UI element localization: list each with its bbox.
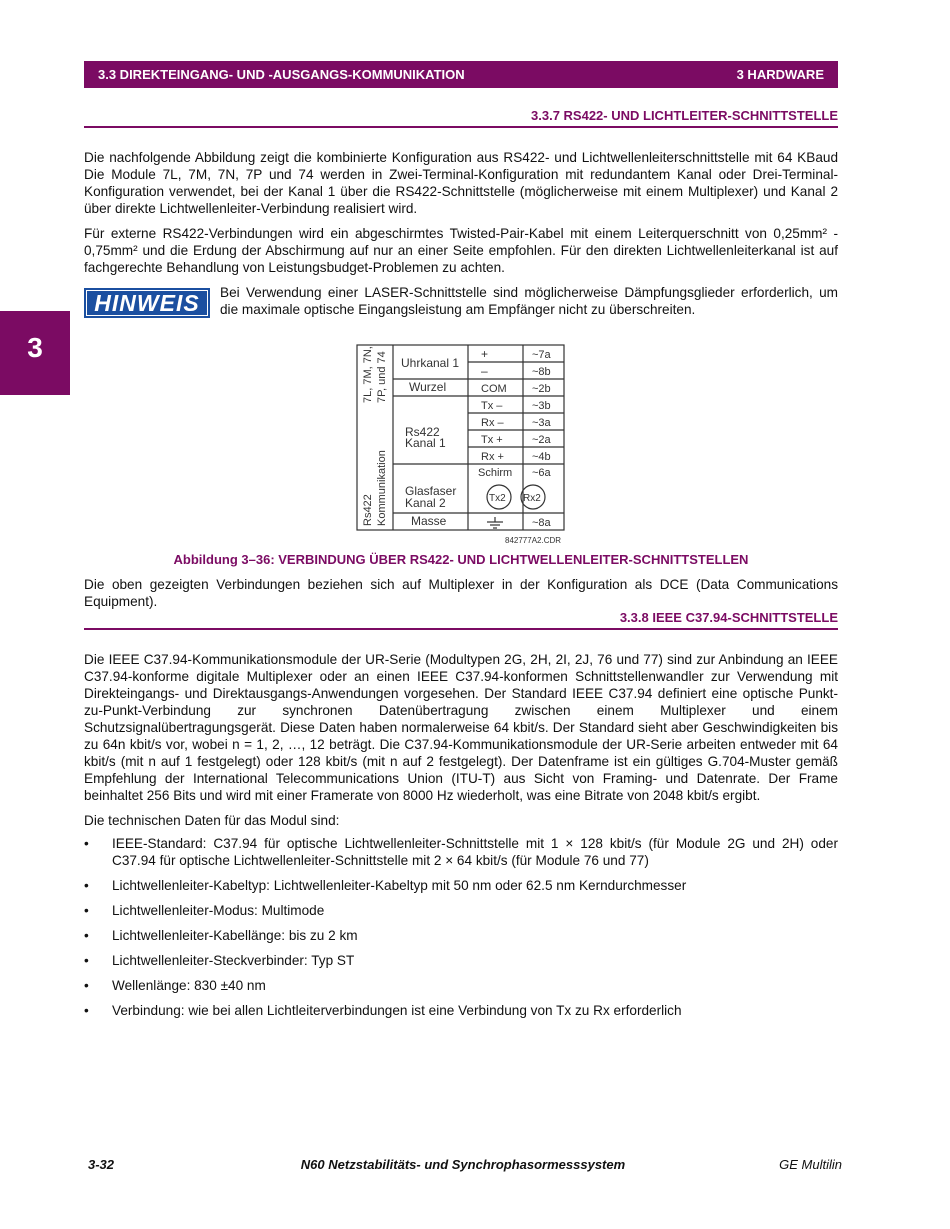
side-label-comm-1: Rs422	[362, 494, 374, 526]
signal-3: Tx –	[481, 400, 503, 412]
terminal-6: ~4b	[532, 451, 551, 463]
label-glasfaser: Glasfaser	[405, 484, 457, 498]
signal-6: Rx +	[481, 451, 504, 463]
note-badge: HINWEIS	[84, 288, 210, 318]
paragraph-intro: Die nachfolgende Abbildung zeigt die kombinierte Konfiguration aus RS422- und Lichtwellenleiterschnittstelle mit 64 KBaud Die Module 7L, 7M, 7N, 7P und 74 werden in Zwei-Terminal-Konfiguration mit redundantem Kanal oder Drei-Terminal-Konfiguration verwendet, bei der Kanal 1 über die RS422-Schnittstelle (möglicherweise mit einem Multiplexer) und Kanal 2 über direkte Lichtwellenleiter-Verbindung realisiert wird.	[84, 150, 838, 216]
list-item: • Lichtwellenleiter-Steckverbinder: Typ ST	[84, 953, 355, 968]
list-item: • Lichtwellenleiter-Kabeltyp: Lichtwellenleiter-Kabeltyp mit 50 nm oder 62.5 nm Kerndurchmesser	[84, 878, 687, 893]
header-bar	[84, 61, 838, 88]
label-kanal2: Kanal 2	[405, 496, 446, 510]
section-title-c3794: 3.3.8 IEEE C37.94-SCHNITTSTELLE	[84, 610, 838, 630]
signal-2: COM	[481, 383, 507, 395]
rx2-label: Rx2	[523, 493, 541, 504]
signal-4: Rx –	[481, 417, 504, 429]
section-title-rs422: 3.3.7 RS422- UND LICHTLEITER-SCHNITTSTELLE	[84, 108, 838, 128]
signal-1: –	[481, 364, 488, 378]
list-item: • IEEE-Standard: C37.94 für optische Lichtwellenleiter-Schnittstelle mit 1 × 128 kbit/s (für Module 2G und 2H) oder C37.94 für optische Lichtwellenleiter-Schnittstelle mit 2 × 64 kbit/s (für Module 76 und 77)	[84, 836, 838, 868]
terminal-2: ~2b	[532, 383, 551, 395]
side-label-modules-1: 7L, 7M, 7N,	[362, 346, 374, 403]
list-item: • Verbindung: wie bei allen Lichtleiterverbindungen ist eine Verbindung von Tx zu Rx erforderlich	[84, 1003, 682, 1018]
note-text: Bei Verwendung einer LASER-Schnittstelle sind möglicherweise Dämpfungsglieder erforderlich, um die maximale optische Eingangsleistung am Empfänger nicht zu überschreiten.	[220, 285, 838, 317]
list-item: • Lichtwellenleiter-Kabellänge: bis zu 2 km	[84, 928, 358, 943]
label-wurzel: Wurzel	[409, 380, 447, 394]
tx2-label: Tx2	[489, 493, 506, 504]
terminal-3: ~3b	[532, 400, 551, 412]
spec-list	[84, 835, 838, 1027]
paragraph-specs-intro: Die technischen Daten für das Modul sind:	[84, 813, 340, 828]
header-chapter: 3 HARDWARE	[736, 67, 824, 82]
diagram-code: 842777A2.CDR	[505, 536, 562, 545]
terminal-4: ~3a	[532, 417, 551, 429]
terminal-0: ~7a	[532, 349, 551, 361]
wiring-diagram	[355, 343, 567, 549]
figure-caption: Abbildung 3–36: VERBINDUNG ÜBER RS422- UND LICHTWELLENLEITER-SCHNITTSTELLEN	[173, 552, 749, 567]
header-section: 3.3 DIREKTEINGANG- UND -AUSGANGS-KOMMUNIKATION	[98, 67, 465, 82]
terminal-masse: ~8a	[532, 517, 551, 529]
list-item: • Wellenlänge: 830 ±40 nm	[84, 978, 266, 993]
signal-5: Tx +	[481, 434, 503, 446]
chapter-tab: 3	[0, 311, 70, 395]
side-label-modules-2: 7P, und 74	[376, 351, 388, 403]
paragraph-c3794: Die IEEE C37.94-Kommunikationsmodule der UR-Serie (Modultypen 2G, 2H, 2I, 2J, 76 und 77) sind zur Anbindung an IEEE C37.94-konforme digitale Multiplexer oder an einen IEEE C37.94-konformen Schnittstellenwandler zur Verwendung mit Direkteingangs- und Direktausgangs-Anwendungen vorgesehen. Der Standard IEEE C37.94 definiert eine optische Punkt-zu-Punkt-Verbindung zur synchronen Datenübertragung zwischen einem Multiplexer und einem Schutzsignalübertragungsgerät. Diese Daten haben normalerweise 64 kbit/s. Der Standard sieht aber Geschwindigkeiten bis zu 64n kbit/s vor, wobei n = 1, 2, …, 12 beträgt. Die C37.94-Kommunikationsmodule der UR-Serie arbeiten entweder mit 64 kbit/s (mit n auf 1 festgelegt) oder 128 kbit/s (mit n auf 2 festgelegt). Der Datenframe ist ein gültiges G.704-Muster gemäß Empfehlung der International Telecommunications Union (ITU-T) aus Sicht von Framing- und Datenrate. Der Frame beinhaltet 256 Bits und wird mit einer Framerate von 8000 Hz wiederholt, was eine Bitrate von 2048 kbit/s ergibt.	[84, 652, 838, 803]
label-masse: Masse	[411, 514, 447, 528]
signal-0: +	[481, 347, 489, 361]
paragraph-cable: Für externe RS422-Verbindungen wird ein abgeschirmtes Twisted-Pair-Kabel mit einem Leiterquerschnitt von 0,25mm² - 0,75mm² und die Erdung der Abschirmung auf nur an einer Seite empfohlen. Für den direkten Lichtwellenleiterkanal ist auf fachgerechte Behandlung von Leistungsbudget-Problemen zu achten.	[84, 226, 838, 275]
list-item: • Lichtwellenleiter-Modus: Multimode	[84, 903, 325, 918]
terminal-1: ~8b	[532, 366, 551, 378]
paragraph-after-figure: Die oben gezeigten Verbindungen beziehen sich auf Multiplexer in der Konfiguration als DCE (Data Communications Equipment).	[84, 577, 838, 609]
footer-title: N60 Netzstabilitäts- und Synchrophasormesssystem	[300, 1157, 626, 1172]
label-uhrkanal: Uhrkanal 1	[401, 356, 460, 370]
footer-brand: GE Multilin	[779, 1157, 842, 1172]
signal-7: Schirm	[478, 467, 513, 479]
label-kanal1: Kanal 1	[405, 436, 446, 450]
label-rs422: Rs422	[405, 425, 440, 439]
terminal-5: ~2a	[532, 434, 551, 446]
terminal-7: ~6a	[532, 467, 551, 479]
page-number: 3-32	[88, 1157, 115, 1172]
side-label-comm-2: Kommunikation	[376, 450, 388, 526]
